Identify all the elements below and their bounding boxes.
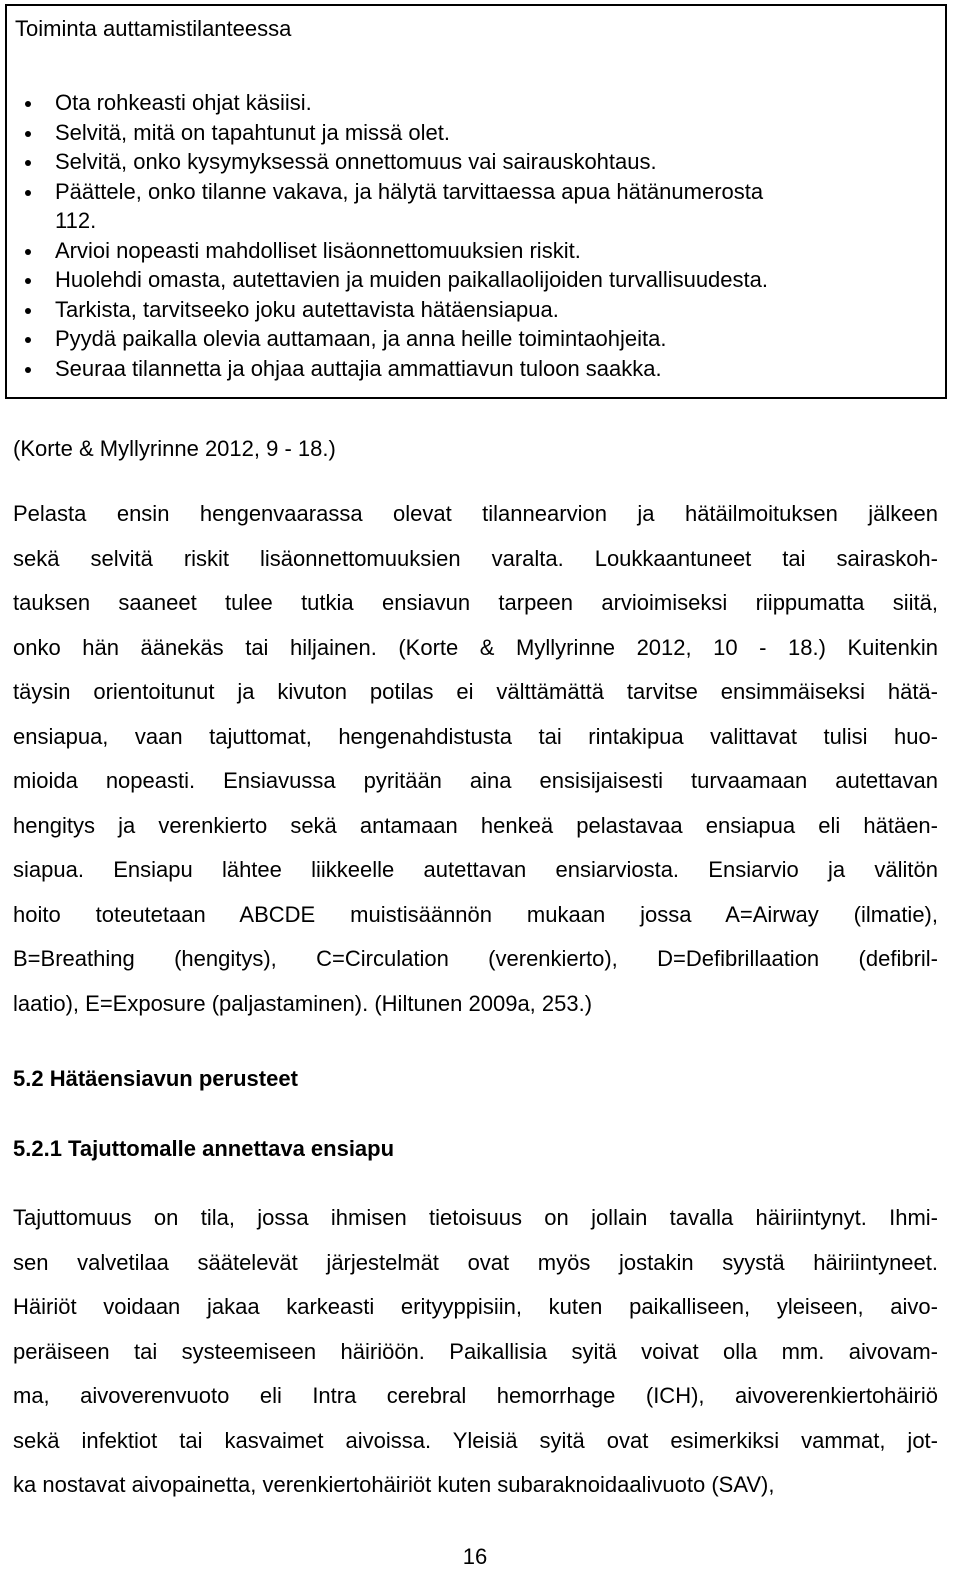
paragraph-line: Tajuttomuus on tila, jossa ihmisen tietoisuus on jollain tavalla häiriintynyt. Ihmi- xyxy=(13,1205,938,1230)
paragraph-line: ensiapua, vaan tajuttomat, hengenahdistusta tai rintakipua valittavat tulisi huo- xyxy=(13,723,938,749)
paragraph-line: hoito toteutetaan ABCDE muistisäännön mukaan jossa A=Airway (ilmatie), xyxy=(13,901,938,927)
box-list-item xyxy=(7,147,915,177)
box-list-item xyxy=(7,118,915,148)
box-list-item xyxy=(7,324,915,354)
section-heading-5-2-1: 5.2.1 Tajuttomalle annettava ensiapu xyxy=(13,1136,395,1161)
bullet-icon xyxy=(25,160,31,166)
paragraph-line: täysin orientoitunut ja kivuton potilas ei välttämättä tarvitse ensimmäiseksi hätä- xyxy=(13,679,938,704)
bullet-icon xyxy=(25,308,31,314)
bullet-icon xyxy=(25,131,31,137)
box-list-item-text: Ota rohkeasti ohjat käsiisi. xyxy=(55,90,312,115)
box-list-item xyxy=(7,88,915,118)
bullet-icon xyxy=(25,249,31,255)
bullet-icon xyxy=(25,337,31,343)
paragraph-line: laatio), E=Exposure (paljastaminen). (Hiltunen 2009a, 253.) xyxy=(13,990,593,1016)
bullet-icon xyxy=(25,101,31,107)
paragraph-2 xyxy=(13,1196,938,1508)
box-list-item-text: Arvioi nopeasti mahdolliset lisäonnettomuuksien riskit. xyxy=(55,237,581,263)
paragraph-1 xyxy=(13,492,938,1026)
box-list-item-text: Tarkista, tarvitseeko joku autettavista hätäensiapua. xyxy=(55,296,559,322)
box-title: Toiminta auttamistilanteessa xyxy=(15,16,292,41)
bullet-icon xyxy=(25,367,31,373)
paragraph-line: ma, aivoverenvuoto eli Intra cerebral hemorrhage (ICH), aivoverenkiertohäiriö xyxy=(13,1383,938,1408)
box-list-item xyxy=(7,177,915,236)
bullet-icon xyxy=(25,278,31,284)
box-list-item-text: Päättele, onko tilanne vakava, ja hälytä tarvittaessa apua hätänumerosta xyxy=(55,178,764,204)
info-box xyxy=(5,4,947,399)
paragraph-line: hengitys ja verenkierto sekä antamaan henkeä pelastavaa ensiapua eli hätäen- xyxy=(13,812,938,838)
box-list-item-text: Selvitä, mitä on tapahtunut ja missä olet. xyxy=(55,119,450,145)
citation: (Korte & Myllyrinne 2012, 9 - 18.) xyxy=(13,436,336,461)
paragraph-line: tauksen saaneet tulee tutkia ensiavun tarpeen arvioimiseksi riippumatta siitä, xyxy=(13,590,938,615)
paragraph-line: Häiriöt voidaan jakaa karkeasti erityyppisiin, kuten paikalliseen, yleiseen, aivo- xyxy=(13,1294,938,1319)
paragraph-line: Pelasta ensin hengenvaarassa olevat tilannearvion ja hätäilmoituksen jälkeen xyxy=(13,501,938,526)
box-list-item xyxy=(7,236,915,266)
paragraph-line: peräiseen tai systeemiseen häiriöön. Paikallisia syitä voivat olla mm. aivovam- xyxy=(13,1338,938,1364)
section-heading-5-2: 5.2 Hätäensiavun perusteet xyxy=(13,1066,298,1091)
box-list-item-text: Pyydä paikalla olevia auttamaan, ja anna heille toimintaohjeita. xyxy=(55,326,667,351)
box-list-item xyxy=(7,265,915,295)
bullet-icon xyxy=(25,190,31,196)
paragraph-line: sekä selvitä riskit lisäonnettomuuksien varalta. Loukkaantuneet tai sairaskoh- xyxy=(13,545,938,571)
paragraph-line: sekä infektiot tai kasvaimet aivoissa. Yleisiä syitä ovat esimerkiksi vammat, jot- xyxy=(13,1427,938,1453)
paragraph-line: ka nostavat aivopainetta, verenkiertohäiriöt kuten subaraknoidaalivuoto (SAV), xyxy=(13,1472,775,1497)
box-list-item xyxy=(7,354,915,384)
box-bullet-list xyxy=(7,88,915,383)
paragraph-line: sen valvetilaa säätelevät järjestelmät ovat myös jostakin syystä häiriintyneet. xyxy=(13,1249,938,1275)
box-list-item xyxy=(7,295,915,325)
paragraph-line: mioida nopeasti. Ensiavussa pyritään aina ensisijaisesti turvaamaan autettavan xyxy=(13,768,938,793)
box-list-item-text: Seuraa tilannetta ja ohjaa auttajia ammattiavun tuloon saakka. xyxy=(55,355,662,381)
box-list-item-text: Selvitä, onko kysymyksessä onnettomuus vai sairauskohtaus. xyxy=(55,149,657,174)
page-number: 16 xyxy=(462,1544,488,1569)
paragraph-line: onko hän äänekäs tai hiljainen. (Korte & Myllyrinne 2012, 10 - 18.) Kuitenkin xyxy=(13,634,938,660)
paragraph-line: B=Breathing (hengitys), C=Circulation (verenkierto), D=Defibrillaation (defibril- xyxy=(13,946,938,971)
box-list-item-text: Huolehdi omasta, autettavien ja muiden paikallaolijoiden turvallisuudesta. xyxy=(55,267,768,292)
paragraph-line: siapua. Ensiapu lähtee liikkeelle autettavan ensiarviosta. Ensiarvio ja välitön xyxy=(13,857,938,882)
box-list-item-text: 112. xyxy=(55,208,97,233)
